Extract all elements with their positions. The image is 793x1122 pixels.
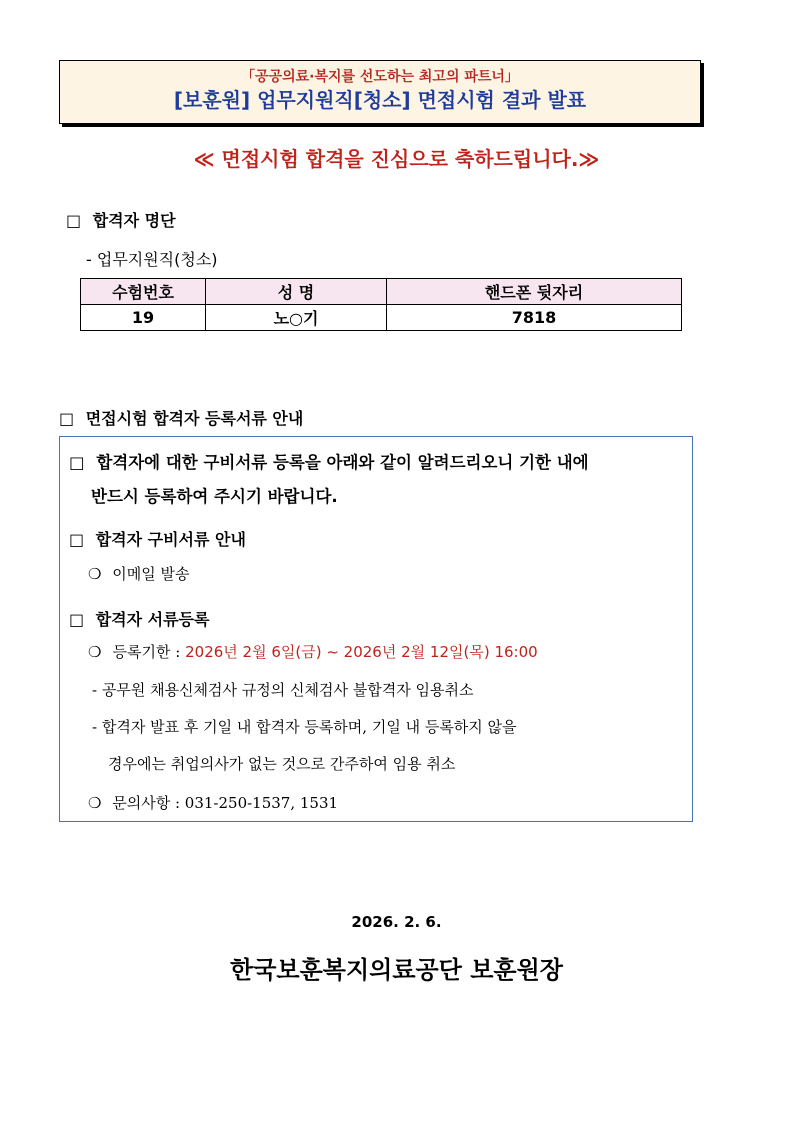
header-name: 성 명 [206,279,387,305]
header-phone-last-digits: 핸드폰 뒷자리 [387,279,682,305]
circle-bullet-icon: ❍ [88,565,102,583]
deadline-label: 등록기한 : [112,643,186,661]
section-passers-heading [66,208,176,231]
deadline-value: 2026년 2월 6일(금) ~ 2026년 2월 12일(목) 16:00 [185,643,538,661]
docs-item: ❍ 이메일 발송 [88,565,190,583]
checkbox-bullet-icon: □ [69,530,85,549]
position-label: - 업무지원직(청소) [86,250,218,269]
checkbox-bullet-icon: □ [69,610,85,629]
table-row [81,305,682,331]
table-header-row [81,279,682,305]
banner-title: [보훈원] 업무지원직[청소] 면접시험 결과 발표 [173,88,587,112]
rule-line-2: - 합격자 발표 후 기일 내 합격자 등록하며, 기일 내 등록하지 않을 [92,718,517,736]
registration-heading: □ 합격자 서류등록 [69,610,210,629]
section-registration-title: 면접시험 합격자 등록서류 안내 [85,409,304,428]
cell-exam-number: 19 [81,305,206,331]
deadline-line [88,641,538,662]
rule-line-3: 경우에는 취업의사가 없는 것으로 간주하여 임용 취소 [108,755,456,773]
section-passers-title: 합격자 명단 [92,211,176,230]
banner-subtitle: 「공공의료·복지를 선도하는 최고의 파트너」 [241,69,519,85]
checkbox-bullet-icon: □ [66,211,82,230]
section-registration-heading [59,406,303,429]
cell-name: 노○기 [206,305,387,331]
cell-phone-last-digits: 7818 [387,305,682,331]
notice-line-1: □ 합격자에 대한 구비서류 등록을 아래와 같이 알려드리오니 기한 내에 [69,453,589,472]
issuing-organization: 한국보훈복지의료공단 보훈원장 [230,956,563,984]
passers-table [80,278,682,331]
registration-info-box [59,436,693,822]
announcement-date: 2026. 2. 6. [351,913,442,931]
title-banner [59,60,701,124]
notice-line-2: 반드시 등록하여 주시기 바랍니다. [91,487,338,506]
rule-line-1: - 공무원 채용신체검사 규정의 신체검사 불합격자 임용취소 [92,681,474,699]
circle-bullet-icon: ❍ [88,794,102,812]
docs-heading: □ 합격자 구비서류 안내 [69,530,246,549]
congratulations-message: ≪ 면접시험 합격을 진심으로 축하드립니다.≫ [193,147,600,171]
checkbox-bullet-icon: □ [59,409,75,428]
checkbox-bullet-icon: □ [69,453,85,472]
circle-bullet-icon: ❍ [88,643,102,661]
header-exam-number: 수험번호 [81,279,206,305]
inquiry-line: ❍ 문의사항 : 031-250-1537, 1531 [88,794,339,812]
